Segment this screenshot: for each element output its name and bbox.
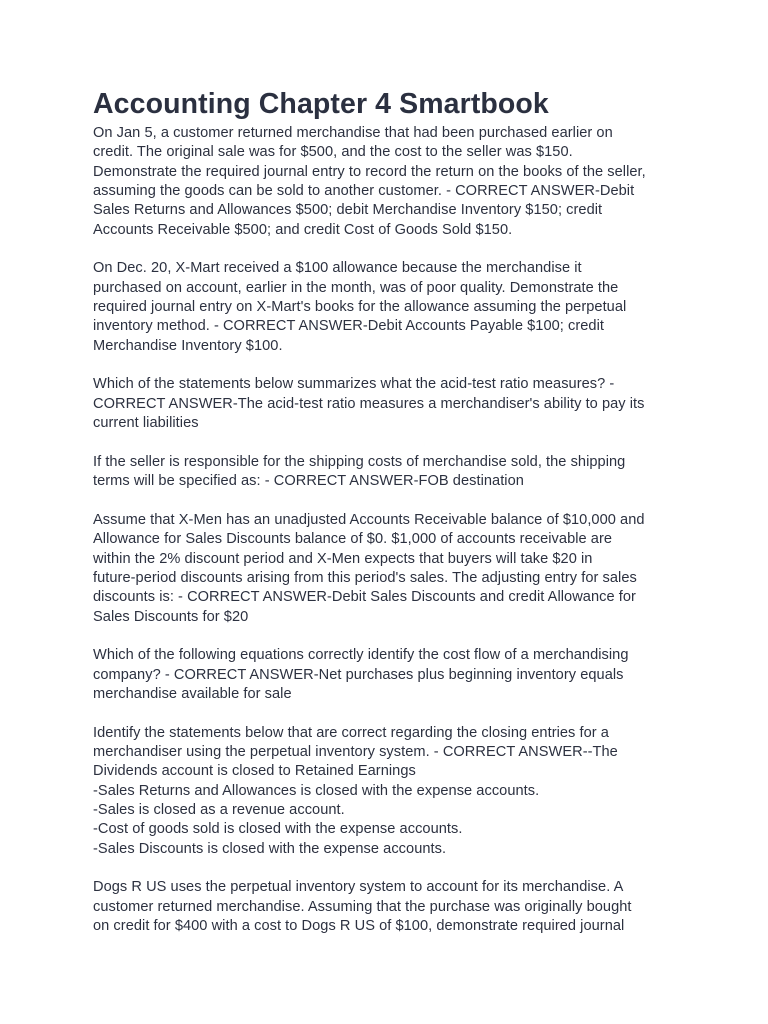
paragraph-line: Dividends account is closed to Retained Earnings bbox=[93, 763, 416, 780]
paragraph-line: -Cost of goods sold is closed with the expense accounts. bbox=[93, 821, 463, 838]
paragraph-line: assuming the goods can be sold to another customer. - CORRECT ANSWER-Debit bbox=[93, 183, 635, 200]
paragraph-line: company? - CORRECT ANSWER-Net purchases plus beginning inventory equals bbox=[93, 666, 624, 683]
paragraph-line: Which of the statements below summarizes what the acid-test ratio measures? - bbox=[93, 376, 615, 393]
qa-paragraph bbox=[93, 724, 693, 859]
paragraph-line: merchandise available for sale bbox=[93, 685, 292, 702]
paragraph-line: Merchandise Inventory $100. bbox=[93, 337, 283, 354]
qa-paragraph bbox=[93, 124, 693, 240]
paragraph-line: On Dec. 20, X-Mart received a $100 allowance because the merchandise it bbox=[93, 260, 582, 277]
paragraph-line: current liabilities bbox=[93, 415, 199, 432]
document-page bbox=[93, 86, 693, 956]
paragraph-line: future-period discounts arising from this period's sales. The adjusting entry for sales bbox=[93, 569, 637, 586]
paragraph-line: on credit for $400 with a cost to Dogs R US of $100, demonstrate required journal bbox=[93, 918, 625, 935]
paragraph-line: Assume that X-Men has an unadjusted Accounts Receivable balance of $10,000 and bbox=[93, 511, 645, 528]
paragraph-line: If the seller is responsible for the shipping costs of merchandise sold, the shipping bbox=[93, 453, 626, 470]
paragraph-line: Accounts Receivable $500; and credit Cost of Goods Sold $150. bbox=[93, 221, 513, 238]
qa-paragraph bbox=[93, 511, 693, 627]
paragraph-line: On Jan 5, a customer returned merchandise that had been purchased earlier on bbox=[93, 125, 613, 141]
document-title: Accounting Chapter 4 Smartbook bbox=[93, 88, 549, 120]
qa-paragraph bbox=[93, 878, 693, 936]
qa-paragraph bbox=[93, 646, 693, 704]
paragraph-line: CORRECT ANSWER-The acid-test ratio measures a merchandiser's ability to pay its bbox=[93, 395, 645, 412]
paragraph-line: discounts is: - CORRECT ANSWER-Debit Sales Discounts and credit Allowance for bbox=[93, 589, 636, 606]
paragraph-line: -Sales Discounts is closed with the expense accounts. bbox=[93, 840, 447, 857]
qa-paragraph bbox=[93, 453, 693, 492]
paragraph-line: Dogs R US uses the perpetual inventory system to account for its merchandise. A bbox=[93, 879, 624, 896]
document-body bbox=[93, 124, 693, 936]
paragraph-line: merchandiser using the perpetual inventory system. - CORRECT ANSWER--The bbox=[93, 744, 618, 760]
paragraph-line: Sales Discounts for $20 bbox=[93, 608, 249, 625]
qa-paragraph bbox=[93, 375, 693, 433]
paragraph-line: within the 2% discount period and X-Men expects that buyers will take $20 in bbox=[93, 550, 593, 567]
paragraph-line: purchased on account, earlier in the month, was of poor quality. Demonstrate the bbox=[93, 279, 619, 296]
paragraph-line: Sales Returns and Allowances $500; debit Merchandise Inventory $150; credit bbox=[93, 202, 603, 219]
paragraph-line: terms will be specified as: - CORRECT ANSWER-FOB destination bbox=[93, 473, 524, 490]
paragraph-line: Allowance for Sales Discounts balance of $0. $1,000 of accounts receivable are bbox=[93, 531, 613, 548]
paragraph-line: Which of the following equations correctly identify the cost flow of a merchandising bbox=[93, 647, 629, 664]
paragraph-line: inventory method. - CORRECT ANSWER-Debit Accounts Payable $100; credit bbox=[93, 318, 604, 335]
paragraph-line: required journal entry on X-Mart's books for the allowance assuming the perpetual bbox=[93, 299, 627, 316]
paragraph-line: Identify the statements below that are correct regarding the closing entries for a bbox=[93, 724, 609, 741]
paragraph-line: -Sales Returns and Allowances is closed with the expense accounts. bbox=[93, 782, 540, 799]
paragraph-line: customer returned merchandise. Assuming that the purchase was originally bought bbox=[93, 898, 632, 915]
qa-paragraph bbox=[93, 259, 693, 356]
paragraph-line: Demonstrate the required journal entry to record the return on the books of the seller, bbox=[93, 163, 646, 180]
paragraph-line: credit. The original sale was for $500, and the cost to the seller was $150. bbox=[93, 144, 573, 161]
paragraph-line: -Sales is closed as a revenue account. bbox=[93, 802, 345, 819]
